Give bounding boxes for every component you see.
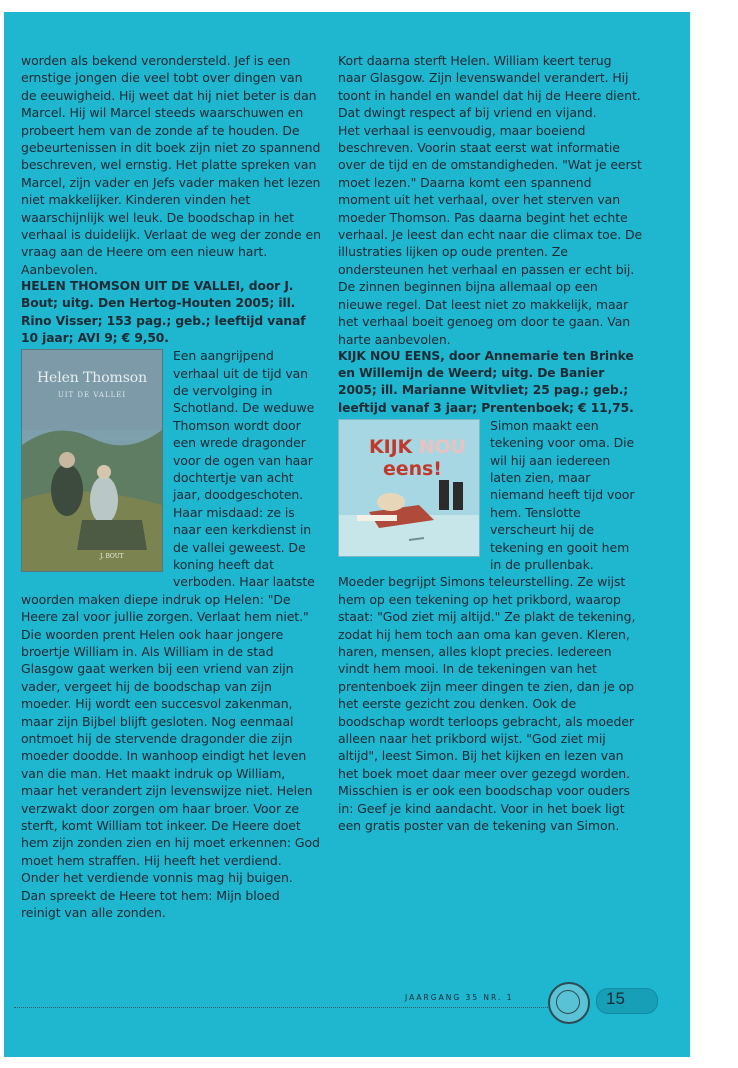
- page-number: 15: [606, 989, 625, 1008]
- review-text-kijk: Simon maakt een tekening voor oma. Die wil hij aan iedereen laten zien, maar niemand heeft tijd voor hem. Tenslotte verscheurt hij de tekening en gooit hem in de prullenbak. Moeder begrijpt Simons teleurstelling. Ze wijst hem op een tekening op het prikbord, waarop staat: "God ziet mij altijd." Ze plakt de tekening, zodat hij hem toch aan oma kan geven. Kleren, haren, mensen, alles klopt precies. Iedereen vindt hem mooi. In de tekeningen van het prentenboek zijn meer dingen te zien, dan je op het eerste gezicht zou denken. Ook de boodschap wordt terloops gebracht, als moeder alleen naar het prikbord wijst. "God ziet mij altijd", leest Simon. Bij het kijken en lezen van het boek moet daar meer over gezegd worden. Misschien is er ook een boodschap voor ouders in: Geef je kind aandacht. Voor in het boek ligt een gratis poster van de tekening van Simon.: [338, 417, 636, 834]
- journal-seal-icon: [548, 982, 590, 1024]
- review-heading-kijk: KIJK NOU EENS, door Annemarie ten Brinke en Willemijn de Weerd; uitg. De Banier 2005; ill. Marianne Witvliet; 25 pag.; geb.; leeftijd vanaf 3 jaar; Prentenboek; € 11,75.: [338, 348, 634, 415]
- book-cover-helen-thomson: [21, 349, 163, 572]
- right-column: [338, 52, 643, 834]
- left-column: [21, 52, 321, 922]
- footer-divider: [14, 1007, 554, 1009]
- continued-paragraph-2: Het verhaal is eenvoudig, maar boeiend beschreven. Voorin staat eerst wat informatie over de tijd en de omstandigheden. "Wat je eerst moet lezen." Daarna komt een spannend moment uit het verhaal, over het sterven van moeder Thomson. Pas daarna begint het echte verhaal. Je leest dan echt naar die climax toe. De illustraties lijken op oude prenten. Ze ondersteunen het verhaal en passen er echt bij. De zinnen beginnen bijna allemaal op een nieuwe regel. Dat leest niet zo makkelijk, maar het verhaal boeit genoeg om door te gaan. Van harte aanbevolen.: [338, 122, 643, 347]
- issue-label: JAARGANG 35 NR. 1: [405, 993, 514, 1002]
- cover-title: Helen Thomson: [36, 370, 148, 387]
- cover-title-kijk: KIJK NOU eens!: [369, 435, 466, 480]
- review-body-helen: [21, 347, 321, 921]
- continued-paragraph: Kort daarna sterft Helen. William keert terug naar Glasgow. Zijn levenswandel verandert. Hij toont in handel en wandel dat hij de Heere dient. Dat dwingt respect af bij vriend en vijand.: [338, 53, 641, 121]
- intro-paragraph: worden als bekend verondersteld. Jef is een ernstige jongen die veel tobt over dingen van de eeuwigheid. Hij weet dat hij niet beter is dan Marcel. Hij wil Marcel steeds waarschuwen en probeert hem van de zonde af te houden. De gebeurtenissen in dit boek zijn niet zo spannend beschreven, wel ernstig. Het platte spreken van Marcel, zijn vader en Jefs vader maken het lezen niet makkelijker. Kinderen vinden het waarschijnlijk wel leuk. De boodschap in het verhaal is duidelijk. Verlaat de weg der zonde en vraag aan de Heere om een nieuw hart. Aanbevolen.: [21, 53, 321, 277]
- cover-author: J. BOUT: [100, 553, 124, 561]
- review-text-helen: Een aangrijpend verhaal uit de tijd van de vervolging in Schotland. De weduwe Thomson wordt door een wrede dragonder voor de ogen van haar dochtertje van acht jaar, doodgeschoten. Haar misdaad: ze is naar een kerkdienst in de vallei geweest. De koning heeft dat verboden. Haar laatste woorden maken diepe indruk op Helen: "De Heere zal voor jullie zorgen. Verlaat hem niet." Die woorden prent Helen ook haar jongere broertje William in. Als William in de stad Glasgow gaat werken bij een vriend van zijn vader, vergeet hij de boodschap van zijn moeder. Hij wordt een succesvol zakenman, maar zijn Bijbel blijft gesloten. Nog eenmaal ontmoet hij de stervende dragonder die zijn moeder doodde. In wanhoop eindigt het leven van die man. Het maakt indruk op William, maar het verandert zijn levenswijze niet. Helen verzwakt door zorgen om haar broer. Voor ze sterft, komt William tot inkeer. De Heere doet hem zijn zonden zien en hij moet erkennen: God moet hem straffen. Hij heeft het verdiend. Onder het verdiende vonnis mag hij buigen. Dan spreekt de Heere tot hem: Mijn bloed reinigt van alle zonden.: [21, 348, 320, 921]
- book-cover-kijk-nou-eens: [338, 419, 480, 557]
- review-heading-helen: HELEN THOMSON UIT DE VALLEI, door J. Bout; uitg. Den Hertog-Houten 2005; ill. Rino Visser; 153 pag.; geb.; leeftijd vanaf 10 jaar; AVI 9; € 9,50.: [21, 279, 306, 345]
- review-body-kijk: [338, 417, 643, 835]
- cover-subtitle: UIT DE VALLEI: [57, 391, 127, 400]
